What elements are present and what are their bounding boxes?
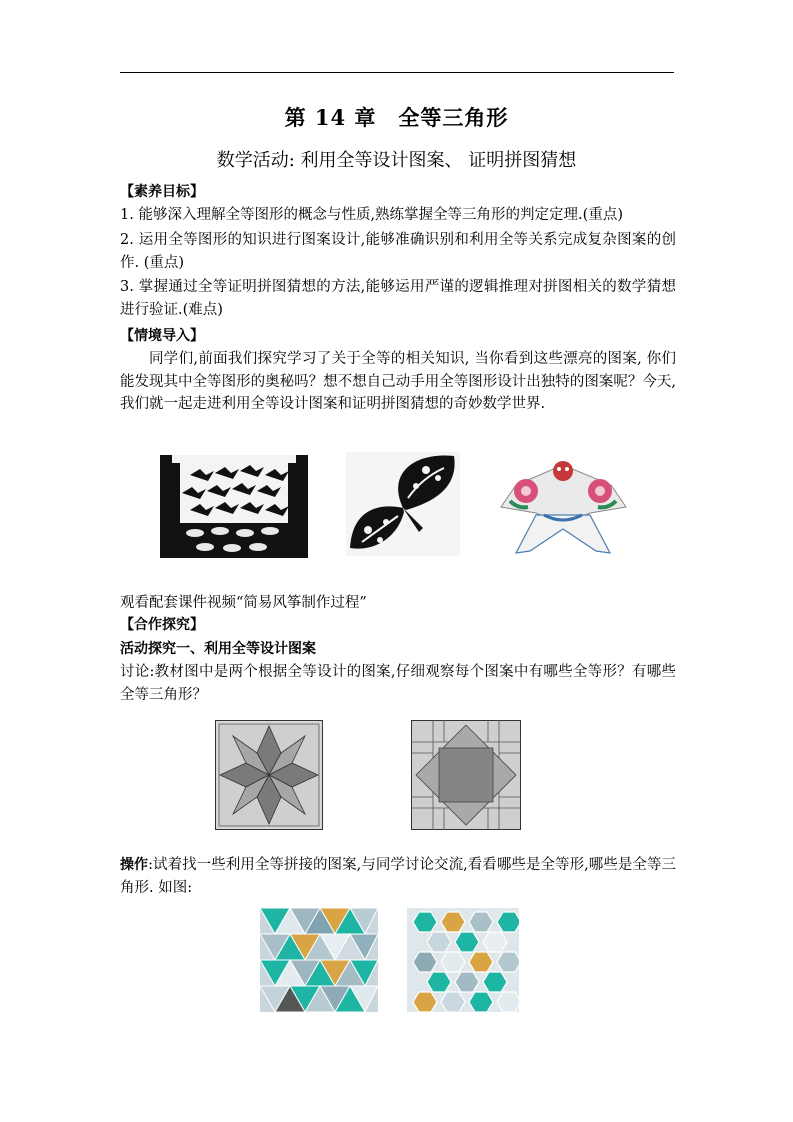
header-rule <box>120 72 674 73</box>
triangle-tile-image <box>260 908 378 1012</box>
intro-heading: 【情境导入】 <box>120 328 204 344</box>
escher-birds-fish-image <box>160 455 308 558</box>
goals-heading: 【素养目标】 <box>120 184 204 200</box>
goal-item-1: 1. 能够深入理解全等图形的概念与性质,熟练掌握全等三角形的判定定理.(重点) <box>120 207 623 223</box>
goal-item-2: 2. 运用全等图形的知识进行图案设计,能够准确识别和利用全等关系完成复杂图案的创作. (重点) <box>120 232 676 271</box>
butterfly-papercut-image <box>346 452 460 556</box>
goal-item-3: 3. 掌握通过全等证明拼图猜想的方法,能够运用严谨的逻辑推理对拼图相关的数学猜想进行验证.(难点) <box>120 279 676 318</box>
hexagon-tile-image <box>407 908 519 1012</box>
intro-paragraph: 同学们,前面我们探究学习了关于全等的相关知识, 当你看到这些漂亮的图案, 你们能发现其中全等图形的奥秘吗？想不想自己动手用全等图形设计出独特的图案呢？今天,我们就一起走进利用全等设计图案和证明拼图猜想的奇妙数学世界. <box>120 351 676 412</box>
page-title: 第 14 章 全等三角形 <box>284 105 509 130</box>
operation-body: :试着找一些利用全等拼接的图案,与同学讨论交流,看看哪些是全等形,哪些是全等三角形. 如图: <box>120 857 676 896</box>
page-subtitle: 数学活动: 利用全等设计图案、 证明拼图猜想 <box>216 150 577 171</box>
operation-label: 操作 <box>120 857 149 873</box>
coop-heading: 【合作探究】 <box>120 617 204 633</box>
star-pattern-figure <box>215 720 323 830</box>
square-grid-pattern-figure <box>411 720 521 830</box>
activity-one-title: 活动探究一、利用全等设计图案 <box>120 641 316 657</box>
video-note: 观看配套课件视频“简易风筝制作过程” <box>120 595 367 611</box>
operation-text <box>120 854 676 899</box>
swallow-kite-image <box>496 455 631 555</box>
discussion-text: 讨论:教材图中是两个根据全等设计的图案,仔细观察每个图案中有哪些全等形？有哪些全等三角形？ <box>120 664 676 703</box>
